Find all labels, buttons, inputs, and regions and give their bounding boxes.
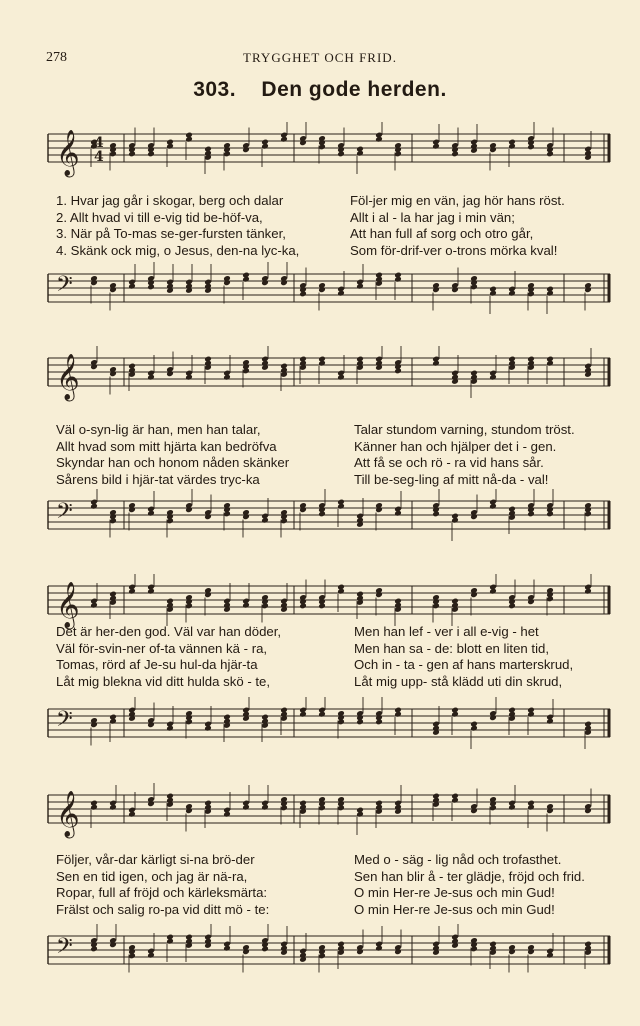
note-head — [489, 503, 497, 510]
verse-line: Skyndar han och honom nåden skänker Att få se och rö - ra vid hans sår. — [56, 455, 544, 470]
note-head — [451, 711, 459, 718]
note-head — [109, 718, 117, 725]
note-head — [508, 290, 516, 297]
note-head — [432, 286, 440, 293]
note-head — [128, 811, 136, 818]
note-head — [90, 946, 98, 953]
note-head — [432, 143, 440, 150]
hymn-title-line — [0, 78, 640, 102]
note-head — [584, 807, 592, 814]
treble-staff-4 — [44, 783, 614, 853]
note-head — [508, 603, 516, 610]
verse-block-4 — [56, 852, 616, 918]
note-head — [508, 948, 516, 955]
bass-clef-icon: 𝄢 — [56, 272, 73, 302]
note-head — [318, 711, 326, 718]
note-head — [242, 948, 250, 955]
note-head — [375, 136, 383, 143]
note-head — [90, 503, 98, 510]
note-head — [299, 603, 307, 610]
note-head — [242, 602, 250, 609]
note-head — [128, 506, 136, 513]
note-head — [489, 374, 497, 381]
note-head — [508, 804, 516, 811]
bass-staff-1 — [44, 262, 614, 332]
note-head — [470, 725, 478, 732]
note-head — [204, 513, 212, 520]
note-head — [261, 946, 269, 953]
note-head — [470, 591, 478, 598]
note-head — [90, 363, 98, 370]
note-head — [147, 721, 155, 728]
note-head — [147, 800, 155, 807]
note-head — [546, 360, 554, 367]
bass-staff-svg — [44, 697, 614, 767]
bass-clef-icon: 𝄢 — [56, 499, 73, 529]
treble-staff-svg — [44, 783, 614, 853]
treble-clef-icon: 𝄞 — [56, 130, 80, 176]
note-head — [299, 291, 307, 298]
verse-block-3 — [56, 624, 616, 690]
note-head — [527, 948, 535, 955]
bass-staff-svg — [44, 924, 614, 994]
note-head — [90, 279, 98, 286]
note-head — [356, 719, 364, 726]
bass-clef-icon: 𝄢 — [56, 934, 73, 964]
bass-staff-3 — [44, 697, 614, 767]
note-head — [432, 511, 440, 518]
note-head — [451, 797, 459, 804]
note-head — [128, 283, 136, 290]
note-head — [375, 506, 383, 513]
note-head — [299, 711, 307, 718]
note-head — [128, 588, 136, 595]
note-head — [318, 360, 326, 367]
note-head — [318, 286, 326, 293]
note-head — [147, 151, 155, 158]
verse-line: Sen en tid igen, och jag är nä-ra, Sen han blir å - ter glädje, fröjd och frid. — [56, 868, 585, 884]
note-head — [166, 370, 174, 377]
note-head — [394, 711, 402, 718]
note-head — [185, 807, 193, 814]
verse-line: 1. Hvar jag går i skogar, berg och dalar Föl-jer mig en vän, jag hör hans röst. — [56, 193, 565, 208]
bass-staff-4 — [44, 924, 614, 994]
note-head — [204, 725, 212, 732]
note-head — [109, 286, 117, 293]
note-head — [223, 811, 231, 818]
note-head — [166, 938, 174, 945]
hymn-title: Den gode herden. — [261, 78, 447, 101]
verse-line: Frälst och salig ro-pa vid ditt mö - te: O min Her-re Je-sus och min Gud! — [56, 901, 555, 917]
note-head — [261, 804, 269, 811]
note-head — [280, 279, 288, 286]
note-head — [147, 510, 155, 517]
note-head — [470, 513, 478, 520]
verse-line: Det är her-den god. Väl var han döder, Men han lef - ver i all e-vig - het — [56, 624, 539, 639]
note-head — [185, 374, 193, 381]
treble-clef-icon: 𝄞 — [56, 791, 80, 837]
note-head — [375, 945, 383, 952]
note-head — [546, 807, 554, 814]
note-head — [280, 136, 288, 143]
time-signature-top: 4 — [94, 135, 104, 151]
note-head — [109, 370, 117, 377]
note-head — [147, 952, 155, 959]
note-head — [185, 506, 193, 513]
hymn-number: 303. — [193, 78, 237, 101]
verse-line: 4. Skänk ock mig, o Jesus, den-na lyc-ka, Som för-drif-ver o-trons mörka kval! — [56, 242, 558, 258]
verse-block-1 — [56, 193, 616, 259]
note-head — [242, 146, 250, 153]
note-head — [356, 948, 364, 955]
note-head — [128, 151, 136, 158]
note-head — [489, 714, 497, 721]
note-head — [584, 286, 592, 293]
note-head — [451, 286, 459, 293]
verse-line: Sårens bild i hjär-tat värdes tryc-ka Till be-seg-ling af mitt nå-da - val! — [56, 471, 549, 487]
note-head — [337, 290, 345, 297]
note-head — [508, 143, 516, 150]
note-head — [242, 513, 250, 520]
note-head — [356, 283, 364, 290]
verse-line: Väl o-syn-lig är han, men han talar, Talar stundom varning, stundom tröst. — [56, 422, 575, 437]
note-head — [337, 374, 345, 381]
note-head — [90, 804, 98, 811]
note-head — [527, 598, 535, 605]
verse-line: Väl för-svin-ner of-ta vännen kä - ra, Men han sa - de: blott en liten tid, — [56, 640, 549, 656]
note-head — [337, 503, 345, 510]
note-head — [166, 143, 174, 150]
verse-line: Ropar, full af fröjd och kärleksmärta: O min Her-re Je-sus och min Gud! — [56, 885, 555, 900]
time-signature-bottom: 4 — [94, 149, 104, 165]
note-head — [546, 290, 554, 297]
note-head — [546, 952, 554, 959]
note-head — [261, 279, 269, 286]
treble-clef-icon: 𝄞 — [56, 354, 80, 400]
verse-line: Tomas, rörd af Je-su hul-da hjär-ta Och in - ta - gen af hans marterskrud, — [56, 657, 574, 672]
note-head — [356, 150, 364, 157]
note-head — [546, 718, 554, 725]
note-head — [489, 290, 497, 297]
verse-line: 2. Allt hvad vi till e-vig tid be-höf-va, Allt i al - la har jag i min vän; — [56, 209, 515, 225]
note-head — [451, 151, 459, 158]
note-head — [527, 144, 535, 151]
bass-staff-svg — [44, 489, 614, 559]
note-head — [223, 279, 231, 286]
note-head — [223, 945, 231, 952]
note-head — [527, 511, 535, 518]
note-head — [470, 807, 478, 814]
note-head — [375, 719, 383, 726]
note-head — [394, 276, 402, 283]
note-head — [489, 146, 497, 153]
note-head — [527, 804, 535, 811]
bass-staff-2 — [44, 489, 614, 559]
note-head — [204, 591, 212, 598]
note-head — [90, 602, 98, 609]
note-head — [394, 510, 402, 517]
note-head — [394, 948, 402, 955]
treble-staff-svg — [44, 346, 614, 416]
note-head — [242, 804, 250, 811]
note-head — [242, 276, 250, 283]
note-head — [337, 151, 345, 158]
page-header — [0, 50, 640, 70]
note-head — [185, 136, 193, 143]
bass-staff-svg — [44, 262, 614, 332]
note-head — [527, 711, 535, 718]
bass-clef-icon: 𝄢 — [56, 707, 73, 737]
note-head — [223, 374, 231, 381]
treble-staff-2 — [44, 346, 614, 416]
verse-line: 3. När på To-mas se-ger-fursten tänker, Att han full af sorg och otro går, — [56, 226, 534, 241]
verse-line: Allt hvad som mitt hjärta kan bedröfva Känner han och hjälper det i - gen. — [56, 438, 557, 454]
verse-block-2 — [56, 422, 616, 488]
verse-line: Följer, vår-dar kärligt si-na brö-der Med o - säg - lig nåd och trofasthet. — [56, 852, 562, 867]
note-head — [584, 588, 592, 595]
note-head — [546, 511, 554, 518]
note-head — [432, 360, 440, 367]
note-head — [147, 374, 155, 381]
note-head — [147, 284, 155, 291]
running-head: TRYGGHET OCH FRID. — [243, 50, 397, 65]
note-head — [109, 804, 117, 811]
note-head — [337, 588, 345, 595]
note-head — [318, 511, 326, 518]
treble-clef-icon: 𝄞 — [56, 582, 80, 628]
verse-line: Låt mig blekna vid ditt hulda skö - te, Låt mig upp- stå klädd uti din skrud, — [56, 673, 563, 689]
note-head — [451, 517, 459, 524]
note-head — [166, 725, 174, 732]
note-head — [546, 151, 554, 158]
note-head — [261, 517, 269, 524]
note-head — [109, 941, 117, 948]
note-head — [318, 603, 326, 610]
note-head — [261, 143, 269, 150]
note-head — [299, 139, 307, 146]
treble-staff-1 — [44, 122, 614, 192]
treble-staff-svg — [44, 122, 614, 192]
note-head — [394, 368, 402, 375]
note-head — [90, 721, 98, 728]
note-head — [147, 588, 155, 595]
note-head — [356, 811, 364, 818]
note-head — [299, 506, 307, 513]
note-head — [489, 588, 497, 595]
page-number: 278 — [46, 50, 67, 65]
note-head — [375, 591, 383, 598]
